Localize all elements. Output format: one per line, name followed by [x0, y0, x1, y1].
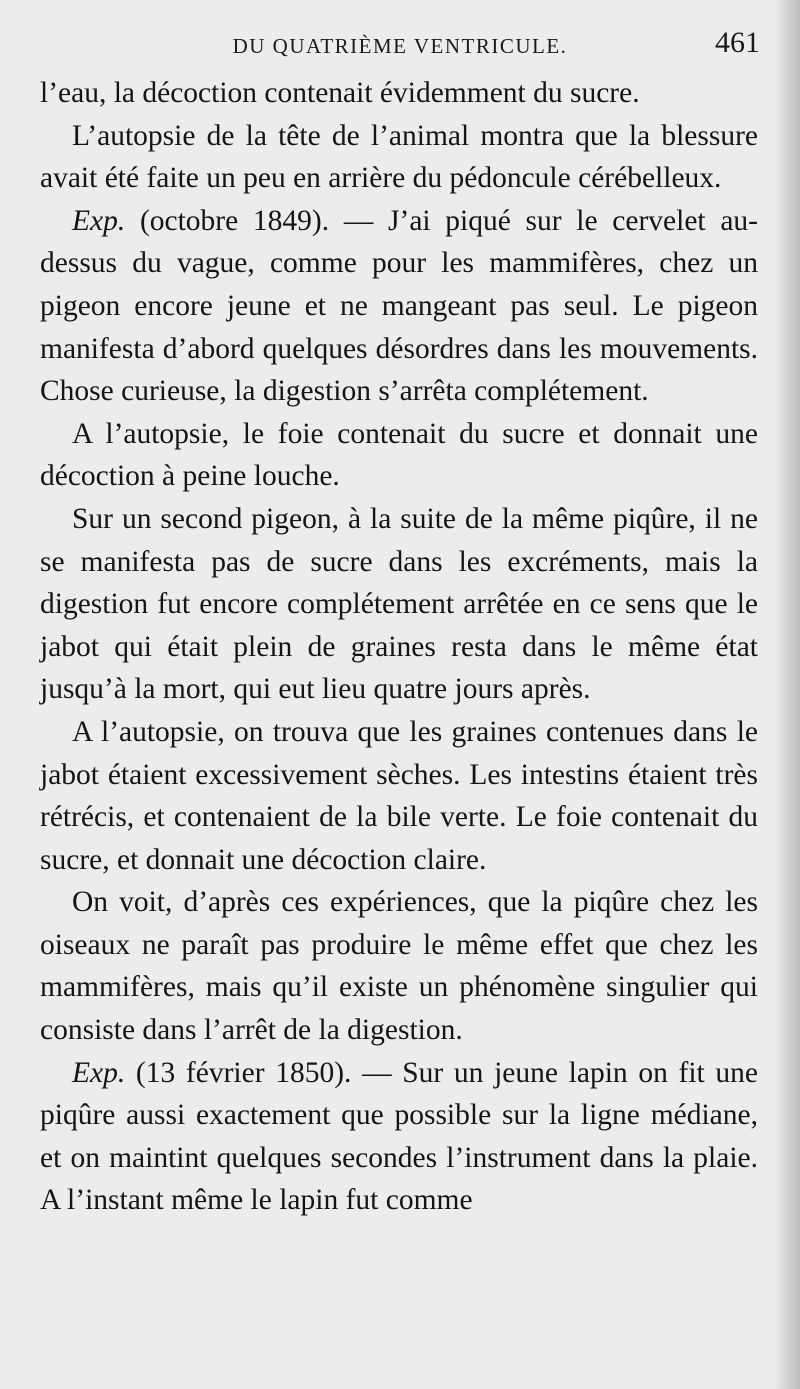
paragraph-lead: Exp. [72, 204, 126, 237]
paragraph-text: A l’autopsie, le foie contenait du sucre et donnait une décoction à peine louche. [40, 417, 758, 493]
paragraph [40, 498, 758, 711]
running-head: DU QUATRIÈME VENTRICULE. [232, 34, 568, 58]
page-edge-shadow [774, 0, 800, 1389]
paragraph-text: On voit, d’après ces expériences, que la piqûre chez les oiseaux ne paraît pas produire le même effet que chez les mammifères, mais qu’il existe un phénomène singulier qui consiste dans l’arrêt de la digestion. [40, 886, 758, 1047]
paragraph-text: (13 février 1850). — Sur un jeune lapin on fit une piqûre aussi exactement que possible sur la ligne médiane, et on maintint quelques secondes l’instrument dans la plaie. A l’instant même le lapin fut comme [40, 1056, 758, 1217]
paragraph-text: l’eau, la décoction contenait évidemment du sucre. [40, 77, 640, 109]
paragraph [40, 115, 758, 200]
page-header [40, 26, 760, 66]
paragraph-text: L’autopsie de la tête de l’animal montra que la blessure avait été faite un peu en arrière du pédoncule cérébelleux. [40, 119, 758, 195]
paragraph-text: (octobre 1849). — J’ai piqué sur le cervelet au-dessus du vague, comme pour les mammifères, chez un pigeon encore jeune et ne mangeant pas seul. Le pigeon manifesta d’abord quelques désordres dans les mouvements. Chose curieuse, la digestion s’arrêta complétement. [40, 204, 758, 408]
paragraph [40, 72, 758, 115]
paragraph [40, 881, 758, 1051]
paragraph-text: Sur un second pigeon, à la suite de la même piqûre, il ne se manifesta pas de sucre dans les excréments, mais la digestion fut encore complétement arrêtée en ce sens que le jabot qui était plein de graines resta dans le même état jusqu’à la mort, qui eut lieu quatre jours après. [40, 502, 758, 706]
paragraph-lead: Exp. [72, 1056, 126, 1089]
body-text [40, 72, 758, 1222]
paragraph-text: A l’autopsie, on trouva que les graines contenues dans le jabot étaient excessivement sèches. Les intestins étaient très rétrécis, et contenaient de la bile verte. Le foie contenait du sucre, et donnait une décoction claire. [40, 715, 758, 876]
page-number: 461 [715, 26, 760, 59]
paragraph [40, 711, 758, 881]
paragraph [40, 200, 758, 413]
paragraph [40, 413, 758, 498]
paragraph [40, 1052, 758, 1222]
